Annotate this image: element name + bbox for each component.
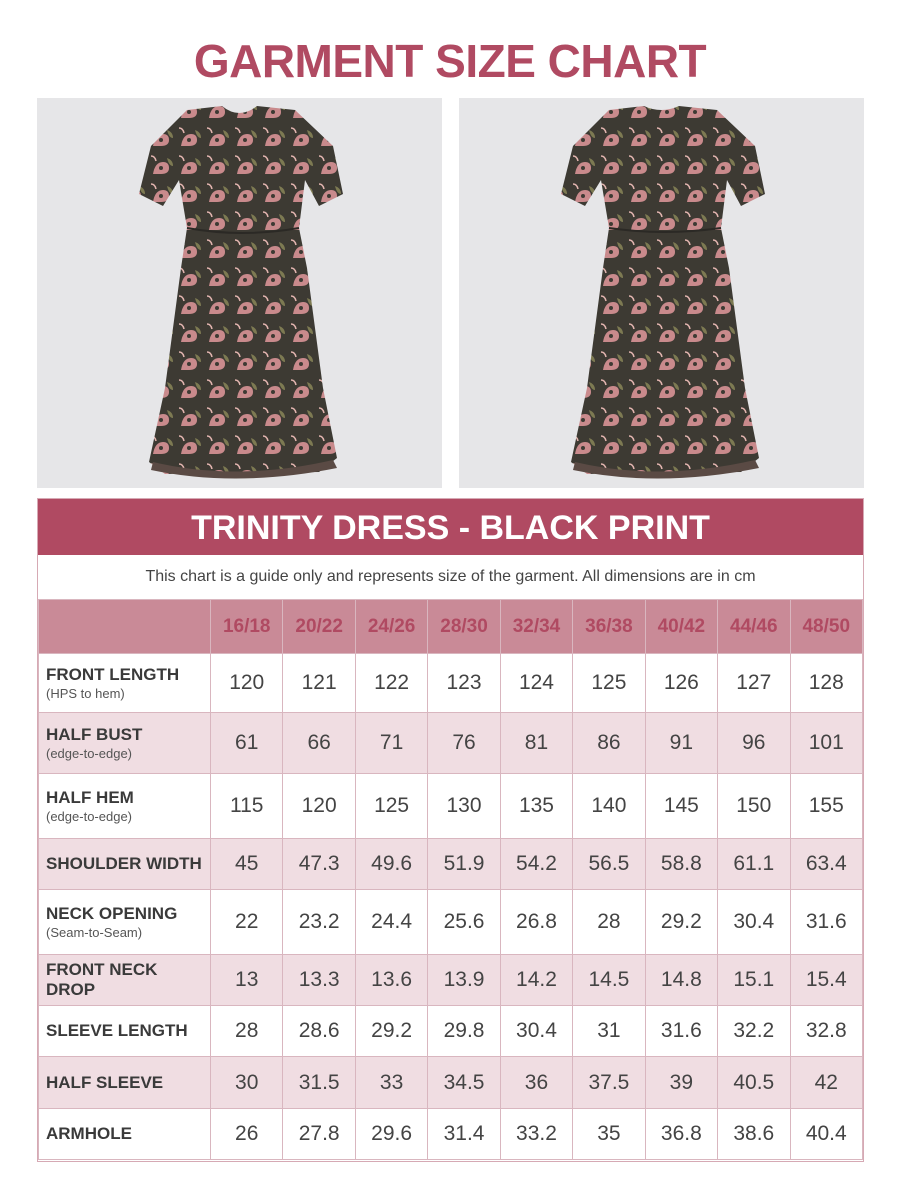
dress-back-image [459, 98, 864, 488]
table-cell: 124 [500, 654, 572, 713]
table-cell: 61 [211, 713, 283, 774]
row-sublabel: (Seam-to-Seam) [46, 925, 143, 940]
size-header-24-26: 24/26 [355, 600, 427, 654]
row-label-cell [39, 1006, 211, 1057]
table-row [39, 890, 863, 955]
row-label-cell [39, 839, 211, 890]
table-cell: 49.6 [355, 839, 427, 890]
table-cell: 13.9 [428, 955, 500, 1006]
table-cell: 145 [645, 774, 717, 839]
table-cell: 121 [283, 654, 355, 713]
table-cell: 24.4 [355, 890, 427, 955]
size-header-36-38: 36/38 [573, 600, 645, 654]
table-cell: 32.8 [790, 1006, 863, 1057]
table-cell: 126 [645, 654, 717, 713]
row-label-cell [39, 955, 211, 1006]
table-cell: 28.6 [283, 1006, 355, 1057]
table-cell: 58.8 [645, 839, 717, 890]
table-cell: 27.8 [283, 1109, 355, 1160]
table-row [39, 713, 863, 774]
table-cell: 54.2 [500, 839, 572, 890]
table-cell: 150 [718, 774, 790, 839]
table-cell: 29.2 [355, 1006, 427, 1057]
row-label: FRONT NECK DROP [46, 960, 158, 999]
header-corner [39, 600, 211, 654]
table-cell: 26 [211, 1109, 283, 1160]
table-cell: 51.9 [428, 839, 500, 890]
table-cell: 15.4 [790, 955, 863, 1006]
chart-title: TRINITY DRESS - BLACK PRINT [38, 499, 863, 555]
table-cell: 13 [211, 955, 283, 1006]
table-cell: 29.6 [355, 1109, 427, 1160]
table-cell: 91 [645, 713, 717, 774]
table-cell: 30.4 [500, 1006, 572, 1057]
table-cell: 31.4 [428, 1109, 500, 1160]
table-cell: 14.5 [573, 955, 645, 1006]
table-cell: 36 [500, 1057, 572, 1109]
table-cell: 39 [645, 1057, 717, 1109]
table-cell: 130 [428, 774, 500, 839]
table-cell: 31.6 [790, 890, 863, 955]
table-row [39, 654, 863, 713]
table-cell: 140 [573, 774, 645, 839]
row-label: SLEEVE LENGTH [46, 1021, 188, 1040]
table-cell: 128 [790, 654, 863, 713]
size-header-row [39, 600, 863, 654]
row-sublabel: (edge-to-edge) [46, 746, 132, 761]
table-cell: 28 [211, 1006, 283, 1057]
table-cell: 26.8 [500, 890, 572, 955]
table-cell: 47.3 [283, 839, 355, 890]
row-sublabel: (edge-to-edge) [46, 809, 132, 824]
table-cell: 29.8 [428, 1006, 500, 1057]
table-cell: 32.2 [718, 1006, 790, 1057]
table-cell: 155 [790, 774, 863, 839]
table-cell: 120 [283, 774, 355, 839]
table-cell: 115 [211, 774, 283, 839]
row-label-cell [39, 890, 211, 955]
table-cell: 45 [211, 839, 283, 890]
row-label-cell [39, 1057, 211, 1109]
size-header-40-42: 40/42 [645, 600, 717, 654]
table-cell: 36.8 [645, 1109, 717, 1160]
table-cell: 120 [211, 654, 283, 713]
table-cell: 37.5 [573, 1057, 645, 1109]
table-cell: 38.6 [718, 1109, 790, 1160]
table-cell: 13.6 [355, 955, 427, 1006]
table-cell: 40.4 [790, 1109, 863, 1160]
row-label: HALF SLEEVE [46, 1072, 164, 1092]
table-cell: 86 [573, 713, 645, 774]
size-header-20-22: 20/22 [283, 600, 355, 654]
table-cell: 30.4 [718, 890, 790, 955]
table-row [39, 1006, 863, 1057]
table-cell: 22 [211, 890, 283, 955]
table-row [39, 839, 863, 890]
table-cell: 135 [500, 774, 572, 839]
size-table [38, 599, 863, 1160]
row-label: FRONT LENGTH [46, 665, 180, 684]
table-cell: 123 [428, 654, 500, 713]
table-cell: 31.6 [645, 1006, 717, 1057]
chart-note: This chart is a guide only and represents size of the garment. All dimensions are in cm [38, 555, 863, 599]
table-row [39, 1109, 863, 1160]
table-row [39, 955, 863, 1006]
table-cell: 33 [355, 1057, 427, 1109]
table-cell: 33.2 [500, 1109, 572, 1160]
size-header-44-46: 44/46 [718, 600, 790, 654]
table-cell: 81 [500, 713, 572, 774]
table-cell: 31 [573, 1006, 645, 1057]
table-cell: 15.1 [718, 955, 790, 1006]
row-label: NECK OPENING [46, 904, 178, 923]
table-cell: 35 [573, 1109, 645, 1160]
table-cell: 23.2 [283, 890, 355, 955]
table-cell: 63.4 [790, 839, 863, 890]
size-header-16-18: 16/18 [211, 600, 283, 654]
table-cell: 122 [355, 654, 427, 713]
row-label: HALF HEM [46, 788, 134, 807]
row-label: ARMHOLE [46, 1124, 132, 1143]
size-header-28-30: 28/30 [428, 600, 500, 654]
table-cell: 56.5 [573, 839, 645, 890]
table-cell: 76 [428, 713, 500, 774]
row-label: HALF BUST [46, 725, 143, 744]
table-cell: 40.5 [718, 1057, 790, 1109]
table-cell: 14.8 [645, 955, 717, 1006]
table-cell: 125 [355, 774, 427, 839]
row-label-cell [39, 774, 211, 839]
size-chart [37, 498, 864, 1162]
table-cell: 13.3 [283, 955, 355, 1006]
table-row [39, 1057, 863, 1109]
table-cell: 125 [573, 654, 645, 713]
row-label-cell [39, 713, 211, 774]
table-cell: 96 [718, 713, 790, 774]
table-cell: 61.1 [718, 839, 790, 890]
table-cell: 42 [790, 1057, 863, 1109]
row-label-cell [39, 1109, 211, 1160]
page-title: GARMENT SIZE CHART [193, 35, 707, 87]
table-cell: 34.5 [428, 1057, 500, 1109]
table-cell: 101 [790, 713, 863, 774]
table-cell: 14.2 [500, 955, 572, 1006]
table-cell: 25.6 [428, 890, 500, 955]
dress-front-image [37, 98, 442, 488]
table-cell: 31.5 [283, 1057, 355, 1109]
size-header-48-50: 48/50 [790, 600, 863, 654]
table-cell: 66 [283, 713, 355, 774]
size-table-body [39, 654, 863, 1160]
dress-front-photo-icon [37, 98, 442, 488]
table-cell: 127 [718, 654, 790, 713]
size-header-32-34: 32/34 [500, 600, 572, 654]
dress-back-photo-icon [459, 98, 864, 488]
row-sublabel: (HPS to hem) [46, 686, 125, 701]
table-row [39, 774, 863, 839]
row-label-cell [39, 654, 211, 713]
table-cell: 28 [573, 890, 645, 955]
row-label: SHOULDER WIDTH [46, 854, 202, 873]
table-cell: 29.2 [645, 890, 717, 955]
table-cell: 71 [355, 713, 427, 774]
table-cell: 30 [211, 1057, 283, 1109]
